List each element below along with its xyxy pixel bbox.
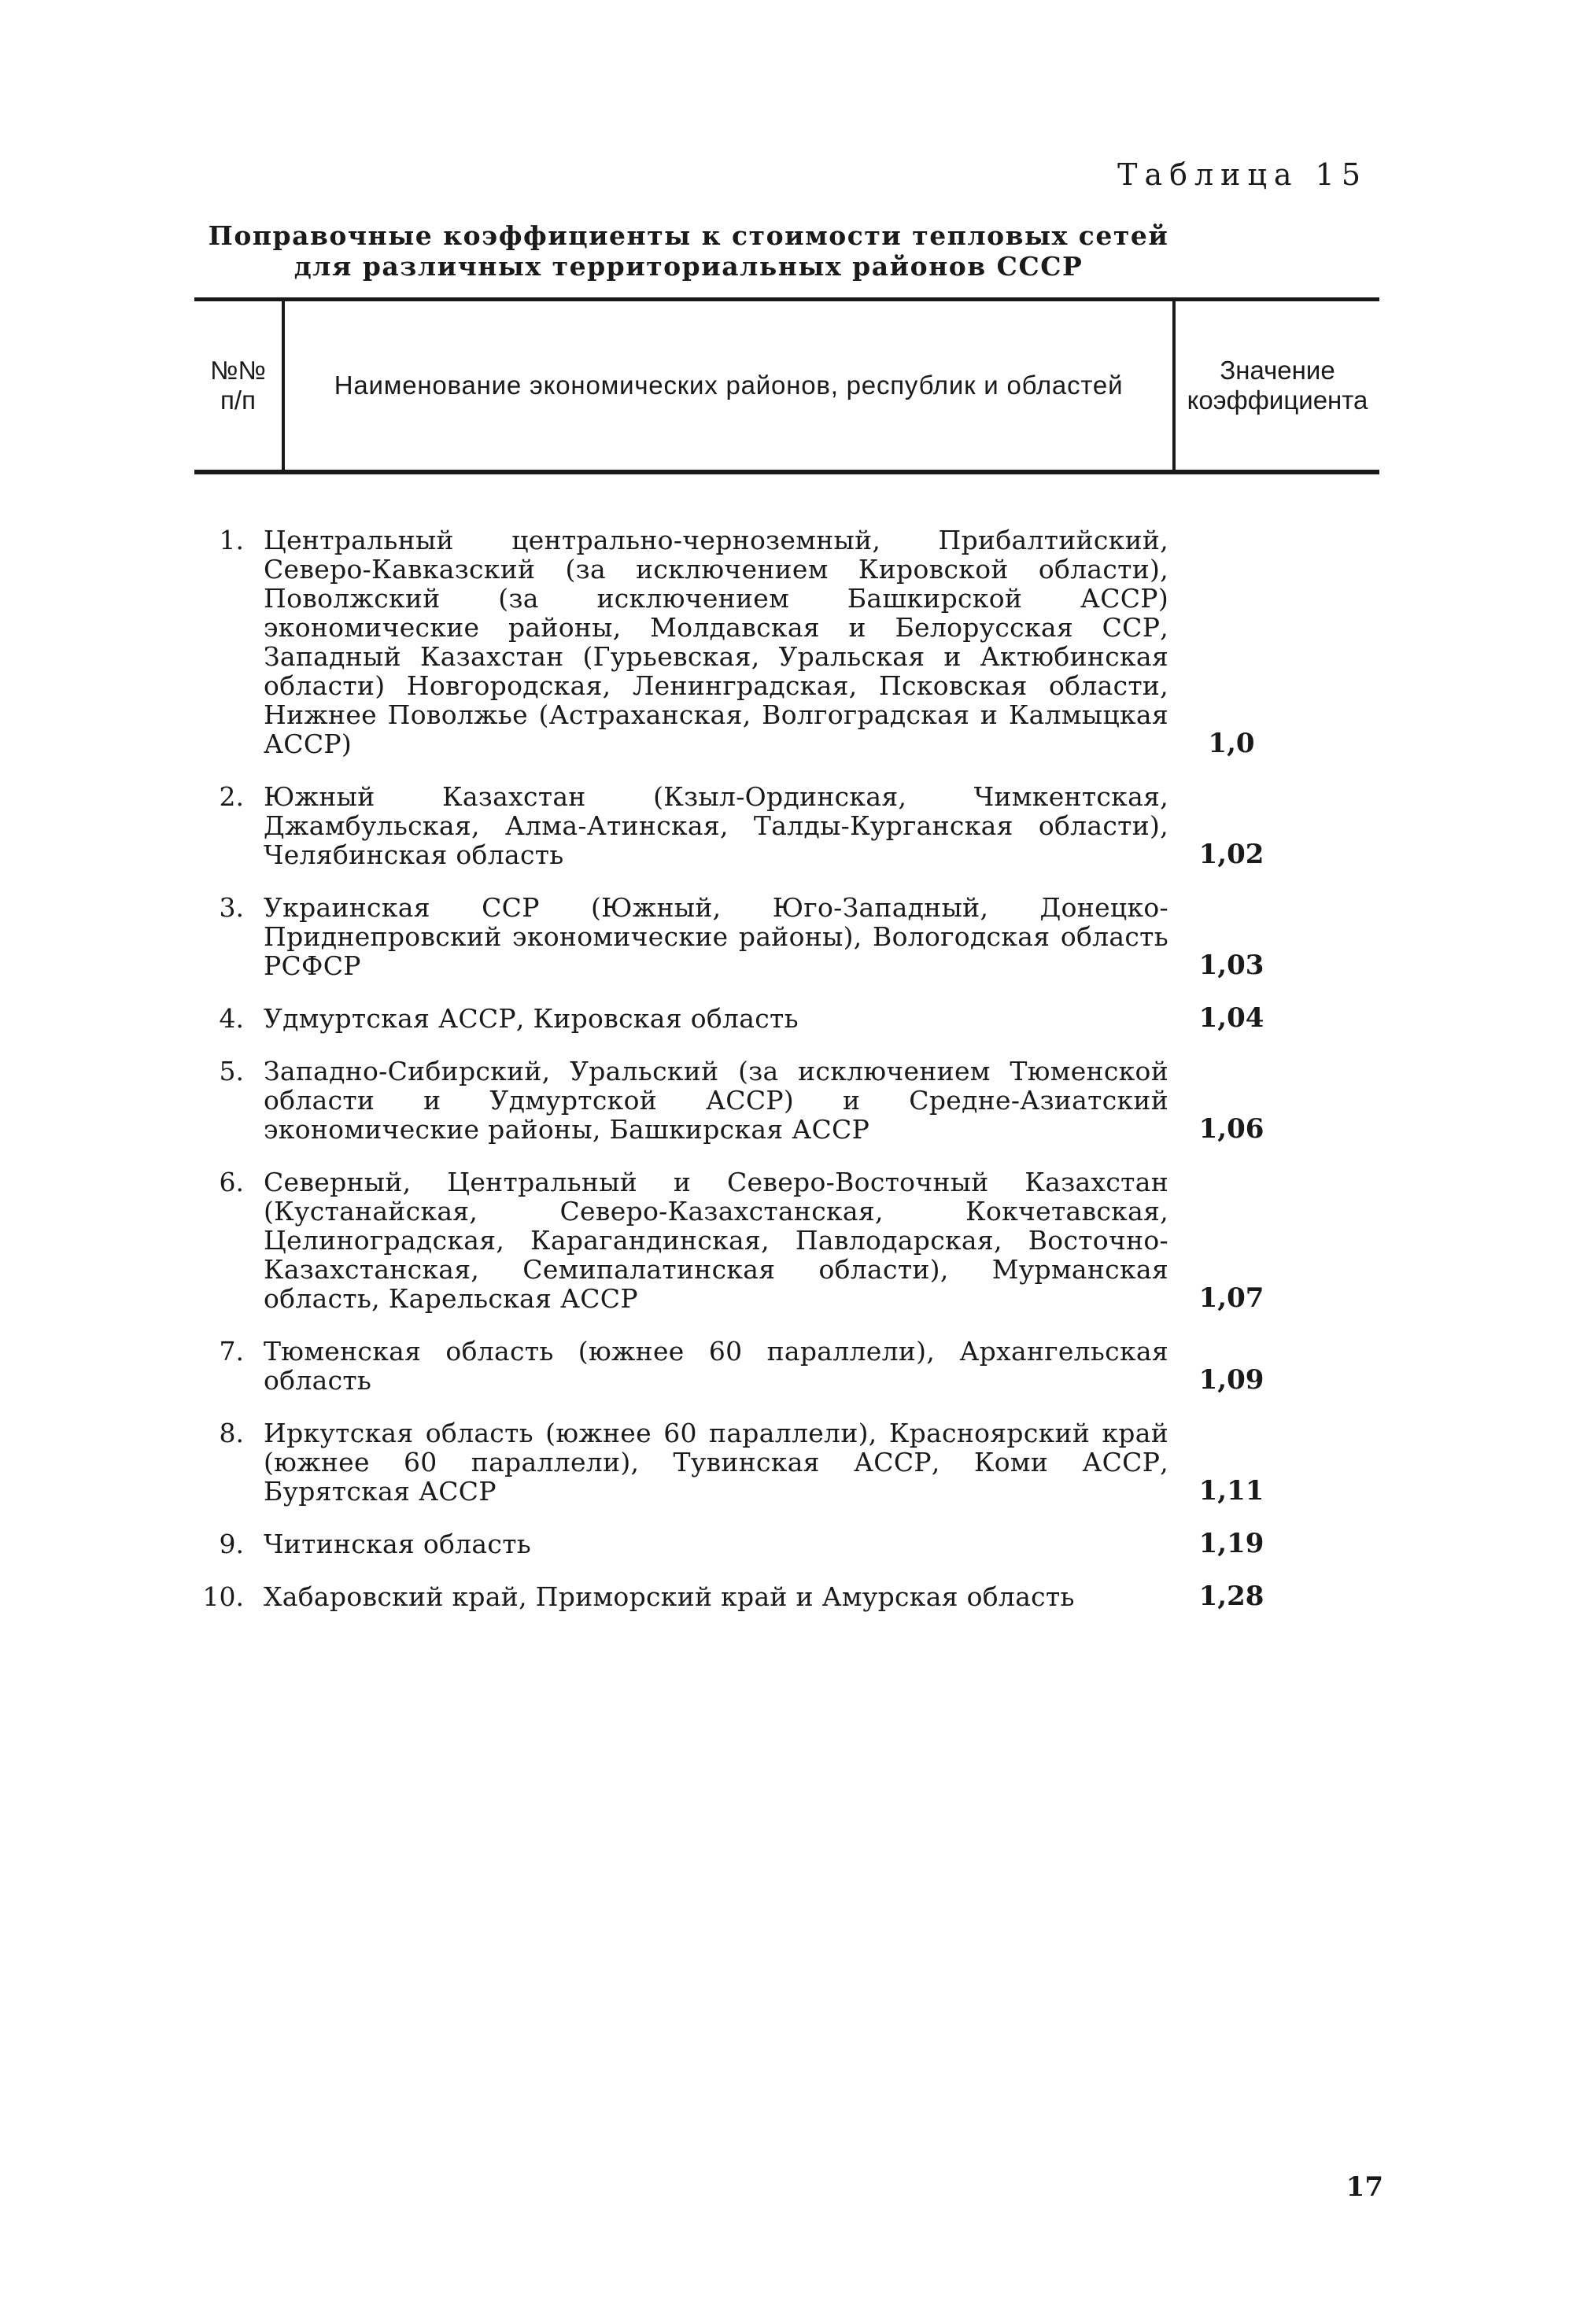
row-region-text: Западно-Сибирский, Уральский (за исключением Тюменской области и Удмуртской АССР) и Средне-Азиатский экономические районы, Башкирская АССР — [264, 1056, 1168, 1145]
table-row — [0, 1057, 1580, 1144]
row-coefficient: 1,04 — [1198, 1002, 1264, 1034]
row-region-text: Тюменская область (южнее 60 параллели), Архангельская область — [264, 1336, 1168, 1396]
header-cell-value — [1176, 301, 1379, 470]
row-region-text: Хабаровский край, Приморский край и Амурская область — [264, 1581, 1075, 1612]
row-region-text: Центральный центрально-черноземный, Прибалтийский, Северо-Кавказский (за исключением Кировской области), Поволжский (за исключением Башкирской АССР) экономические районы, Молдавская и Белорусская ССР, Западный Казахстан (Гурьевская, Уральская и Актюбинская области) Новгородская, Ленинградская, Псковская области, Нижнее Поволжье (Астраханская, Волгоградская и Калмыцкая АССР) — [264, 525, 1168, 759]
header-cell-number — [194, 301, 282, 470]
page-number: 17 — [1346, 2171, 1383, 2203]
header-value-line-2: коэффициента — [1187, 385, 1368, 415]
table-row — [0, 893, 1580, 980]
header-name-label: Наименование экономических районов, республик и областей — [334, 371, 1124, 400]
row-coefficient: 1,28 — [1198, 1581, 1264, 1612]
row-region-text: Иркутская область (южнее 60 параллели), Красноярский край (южнее 60 параллели), Тувинская АССР, Коми АССР, Бурятская АССР — [264, 1418, 1168, 1507]
row-coefficient: 1,11 — [1198, 1475, 1264, 1507]
row-coefficient: 1,0 — [1208, 728, 1255, 759]
header-cell-name — [285, 301, 1172, 470]
row-region-text: Украинская ССР (Южный, Юго-Западный, Донецко-Приднепровский экономические районы), Вологодская область РСФСР — [264, 892, 1168, 981]
row-number: 9. — [219, 1529, 244, 1559]
row-coefficient: 1,06 — [1198, 1113, 1264, 1145]
row-coefficient: 1,03 — [1198, 950, 1264, 981]
row-number: 2. — [219, 781, 244, 812]
row-number: 10. — [202, 1581, 244, 1612]
table-row — [0, 1529, 1580, 1559]
table-row — [0, 526, 1580, 758]
header-value-line-1: Значение — [1220, 356, 1335, 385]
table-row — [0, 1418, 1580, 1506]
row-number: 6. — [219, 1167, 244, 1197]
table-row — [0, 782, 1580, 869]
table-row — [0, 1168, 1580, 1313]
header-number-line-2: п/п — [220, 385, 256, 415]
row-coefficient: 1,07 — [1198, 1282, 1264, 1314]
header-number-line-1: №№ — [210, 356, 266, 385]
table-label: Таблица 15 — [1117, 157, 1368, 192]
row-region-text: Читинская область — [264, 1529, 532, 1559]
table-row — [0, 1582, 1580, 1611]
table-row — [0, 1337, 1580, 1395]
row-number: 8. — [219, 1418, 244, 1448]
table-caption — [197, 220, 1180, 282]
table-body — [0, 526, 1580, 1635]
row-region-text: Северный, Центральный и Северо-Восточный Казахстан (Кустанайская, Северо-Казахстанская, Кокчетавская, Целиноградская, Карагандинская, Павлодарская, Восточно-Казахстанская, Семипалатинская области), Мурманская область, Карельская АССР — [264, 1167, 1168, 1314]
table-row — [0, 1004, 1580, 1033]
row-number: 1. — [219, 525, 244, 555]
row-number: 4. — [219, 1003, 244, 1034]
row-number: 7. — [219, 1336, 244, 1367]
row-number: 5. — [219, 1056, 244, 1086]
row-number: 3. — [219, 892, 244, 923]
row-coefficient: 1,19 — [1198, 1528, 1264, 1559]
caption-line-1: Поправочные коэффициенты к стоимости тепловых сетей — [208, 220, 1169, 251]
row-region-text: Южный Казахстан (Кзыл-Ординская, Чимкентская, Джамбульская, Алма-Атинская, Талды-Курганская области), Челябинская область — [264, 781, 1168, 870]
caption-line-2: для различных территориальных районов СССР — [293, 251, 1083, 282]
header-bottom-rule — [194, 470, 1379, 474]
row-region-text: Удмуртская АССР, Кировская область — [264, 1003, 799, 1034]
row-coefficient: 1,09 — [1198, 1364, 1264, 1396]
row-coefficient: 1,02 — [1198, 839, 1264, 870]
